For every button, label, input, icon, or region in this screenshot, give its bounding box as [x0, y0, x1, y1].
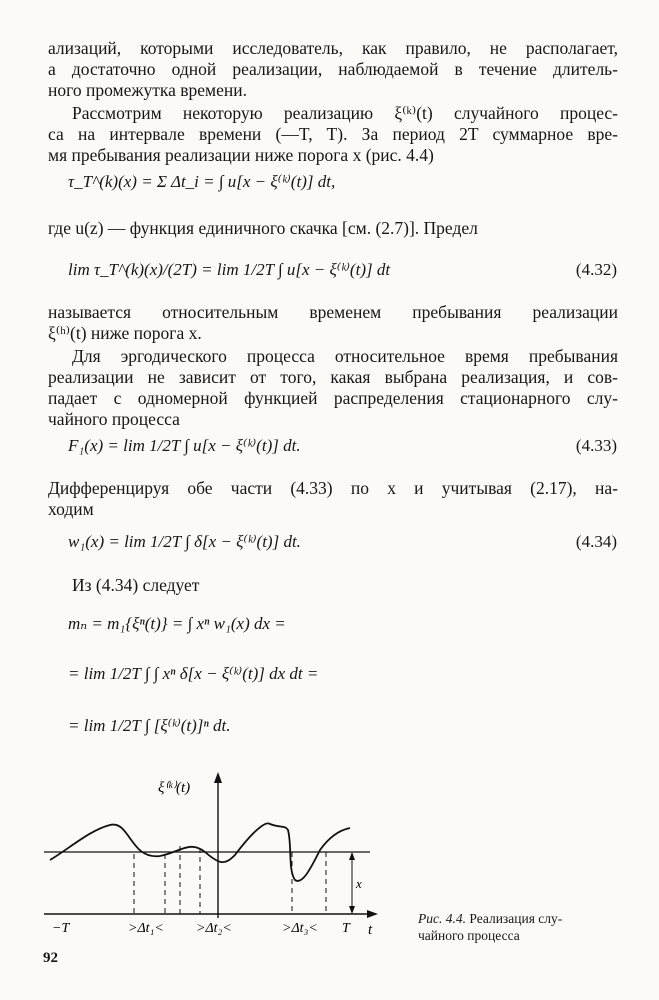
paragraph3-line2: ξ⁽ʰ⁾(t) ниже порога x.	[48, 323, 202, 343]
page-number: 92	[43, 950, 58, 966]
paragraph2-line1: Рассмотрим некоторую реализацию ξ⁽ᵏ⁾(t) случайного процес-	[72, 103, 618, 123]
paragraph3-line1: называется относительным временем пребывания реализации	[48, 302, 618, 322]
equation-number-4-32: (4.32)	[575, 260, 617, 279]
paragraph1-line2: а достаточно одной реализации, наблюдаемой в течение длитель-	[48, 59, 618, 79]
formula-mn-line1: mₙ = m₁{ξⁿ(t)} = ∫ xⁿ w₁(x) dx =	[68, 614, 286, 633]
formula-mn-line2: = lim 1/2T ∫ ∫ xⁿ δ[x − ξ⁽ᵏ⁾(t)] dx dt =	[68, 664, 319, 683]
tick-minus-T: −T	[52, 921, 70, 936]
dt2-label: >Δt₂<	[196, 921, 232, 936]
formula-mn-line3: = lim 1/2T ∫ [ξ⁽ᵏ⁾(t)]ⁿ dt.	[68, 716, 231, 735]
y-axis-label: ξ⁽ᵏ⁾(t)	[158, 780, 191, 796]
paragraph1-line3: ного промежутка времени.	[48, 80, 247, 100]
from-line: Из (4.34) следует	[72, 575, 200, 595]
paragraph4-line3: падает с одномерной функцией распределения стационарного слу-	[48, 388, 618, 408]
formula-4-33: F₁(x) = lim 1/2T ∫ u[x − ξ⁽ᵏ⁾(t)] dt.	[68, 436, 301, 455]
figure-4-4	[30, 770, 380, 950]
caption-text-1: Реализация слу-	[469, 911, 563, 926]
equation-number-4-34: (4.34)	[575, 532, 617, 551]
dt1-label: >Δt₁<	[128, 921, 164, 936]
caption-label: Рис. 4.4.	[418, 911, 466, 926]
paragraph5-line2: ходим	[48, 499, 94, 519]
tick-T: T	[342, 921, 350, 936]
caption-text-2: чайного процесса	[418, 928, 520, 943]
figure-caption	[418, 910, 562, 944]
paragraph5-line1: Дифференцируя обе части (4.33) по x и учитывая (2.17), на-	[48, 478, 618, 498]
paragraph4-line4: чайного процесса	[48, 409, 180, 429]
y-axis-arrow-icon	[214, 772, 222, 783]
paragraph2-line2: са на интервале времени (—T, T). За период 2T суммарное вре-	[48, 124, 618, 144]
paragraph4-line1: Для эргодического процесса относительное время пребывания	[72, 346, 618, 366]
x-marker-label: x	[356, 876, 362, 891]
x-axis-arrow-icon	[367, 910, 378, 918]
formula-4-32: lim τ_T^(k)(x)/(2T) = lim 1/2T ∫ u[x − ξ⁽ᵏ⁾(t)] dt	[68, 260, 391, 279]
dt3-label: >Δt₃<	[282, 921, 318, 936]
paragraph1-line1: ализаций, которыми исследователь, как правило, не располагает,	[48, 38, 618, 58]
x-axis-label: t	[368, 922, 373, 938]
paragraph2-line3: мя пребывания реализации ниже порога x (рис. 4.4)	[48, 145, 434, 165]
formula-4-34: w₁(x) = lim 1/2T ∫ δ[x − ξ⁽ᵏ⁾(t)] dt.	[68, 532, 301, 551]
formula-tau: τ_T^(k)(x) = Σ Δt_i = ∫ u[x − ξ⁽ᵏ⁾(t)] dt,	[68, 172, 336, 191]
paragraph4-line2: реализации не зависит от того, какая выбрана реализация, и сов-	[48, 367, 618, 387]
where-line: где u(z) — функция единичного скачка [см. (2.7)]. Предел	[48, 218, 478, 238]
equation-number-4-33: (4.33)	[575, 436, 617, 455]
